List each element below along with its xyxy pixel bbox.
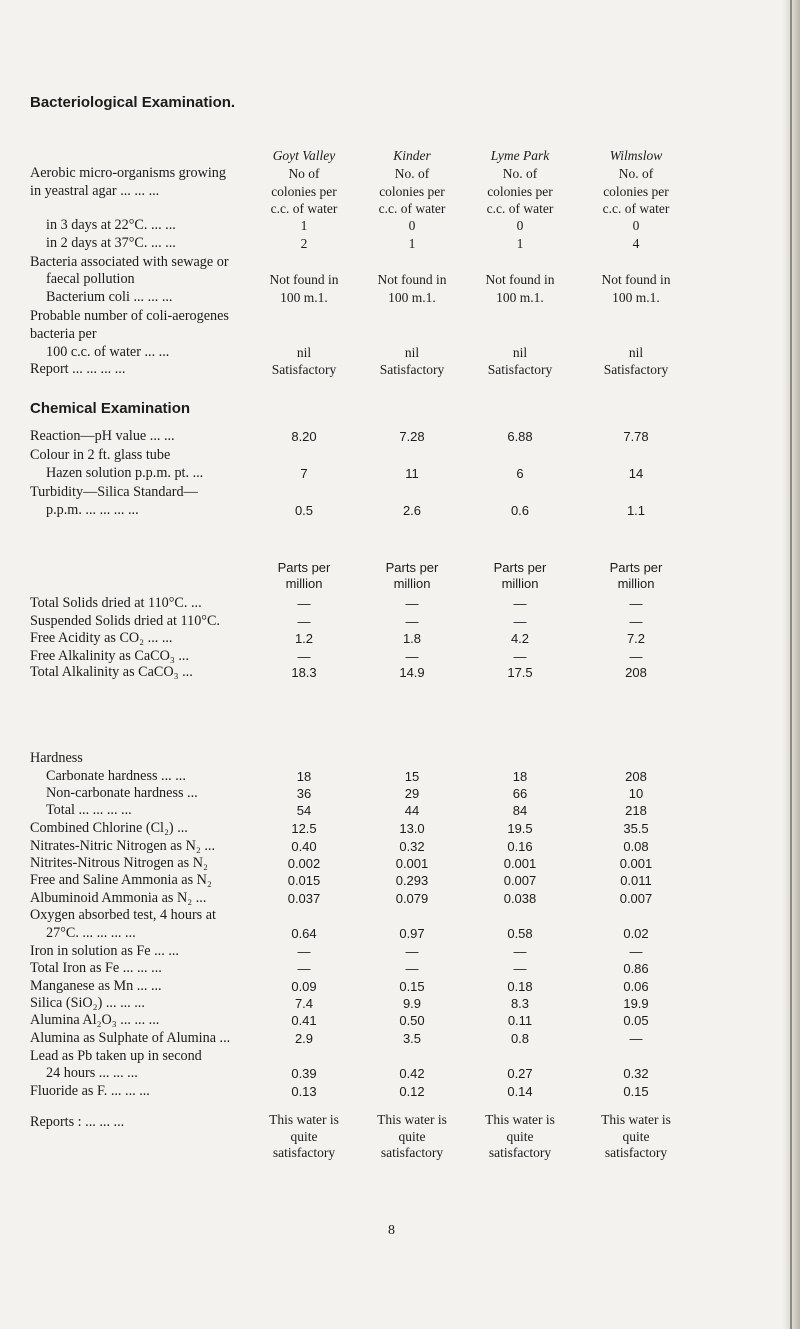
row-value-col-4: 0.001 — [619, 856, 653, 871]
units-line1-col-3: Parts per — [493, 560, 547, 575]
row-label: Lead as Pb taken up in second — [30, 1048, 202, 1064]
row-label: Nitrates-Nitric Nitrogen as N₂ ... — [30, 838, 215, 854]
row-value-col-4: nil — [628, 345, 644, 360]
row-value-col-2: 0.15 — [399, 979, 425, 994]
row-value-col-2: 0.001 — [395, 856, 429, 871]
row-label: Aerobic micro-organisms growing — [30, 165, 226, 181]
row-label: Bacteria associated with sewage or — [30, 254, 229, 270]
row-value-col-1: — — [297, 596, 311, 611]
row-value-col-3: — — [513, 961, 527, 976]
row-value-col-3: 17.5 — [507, 665, 533, 680]
row-value-col-1: 0.13 — [291, 1084, 317, 1099]
row-value-col-4: — — [629, 944, 643, 959]
row-value-col-3: nil — [512, 345, 528, 360]
row-value-col-3: 66 — [512, 786, 528, 801]
row-value-col-4: 0.86 — [623, 961, 649, 976]
row-value-col-3: 0.001 — [503, 856, 537, 871]
row-value-col-4: c.c. of water — [602, 201, 670, 216]
row-label: Manganese as Mn ... ... — [30, 978, 162, 994]
row-value-col-2: 14.9 — [399, 665, 425, 680]
row-value-col-4: 218 — [625, 803, 647, 818]
row-value-col-3: 0.16 — [507, 839, 533, 854]
row-value-col-3: 1 — [516, 236, 524, 251]
row-value-col-3: c.c. of water — [486, 201, 554, 216]
report-line2-col-2: quite — [398, 1129, 426, 1144]
row-value-col-2: 0.079 — [395, 891, 429, 906]
row-value-col-1: No of — [288, 166, 320, 181]
row-value-col-1: 12.5 — [291, 821, 317, 836]
row-value-col-2: 7.28 — [399, 429, 425, 444]
row-value-col-3: 6.88 — [507, 429, 533, 444]
units-line2-col-1: million — [285, 576, 323, 591]
row-value-col-1: colonies per — [271, 184, 337, 199]
row-label: Combined Chlorine (Cl₂) ... — [30, 820, 188, 836]
row-value-col-2: Not found in — [377, 272, 447, 287]
row-label: bacteria per — [30, 326, 97, 342]
row-value-col-2: c.c. of water — [378, 201, 446, 216]
row-value-col-2: Satisfactory — [379, 362, 445, 377]
row-value-col-4: 208 — [625, 769, 647, 784]
row-label: Alumina as Sulphate of Alumina ... — [30, 1030, 231, 1046]
row-value-col-1: 36 — [296, 786, 312, 801]
row-label: Non-carbonate hardness ... — [46, 785, 198, 801]
row-label: 100 c.c. of water ... ... — [46, 344, 170, 360]
row-label: Probable number of coli-aerogenes — [30, 308, 229, 324]
row-value-col-1: — — [297, 649, 311, 664]
row-value-col-4: 0 — [632, 218, 640, 233]
row-value-col-4: colonies per — [603, 184, 669, 199]
row-value-col-2: — — [405, 614, 419, 629]
row-label: Colour in 2 ft. glass tube — [30, 447, 171, 463]
row-value-col-4: Not found in — [601, 272, 671, 287]
row-value-col-1: — — [297, 614, 311, 629]
row-value-col-4: 35.5 — [623, 821, 649, 836]
row-value-col-2: 1.8 — [402, 631, 422, 646]
row-label: Iron in solution as Fe ... ... — [30, 943, 179, 959]
row-label: Suspended Solids dried at 110°C. — [30, 613, 220, 629]
row-value-col-4: 0.32 — [623, 1066, 649, 1081]
row-value-col-4: — — [629, 649, 643, 664]
row-value-col-1: 0.015 — [287, 873, 321, 888]
row-value-col-2: nil — [404, 345, 420, 360]
row-label: Total Alkalinity as CaCO₃ ... — [30, 664, 193, 680]
row-label: Hardness — [30, 750, 83, 766]
row-label: Fluoride as F. ... ... ... — [30, 1083, 150, 1099]
row-value-col-1: 0.002 — [287, 856, 321, 871]
report-line1-col-1: This water is — [269, 1112, 339, 1127]
row-value-col-3: 4.2 — [510, 631, 530, 646]
report-line2-col-3: quite — [506, 1129, 534, 1144]
report-line3-col-1: satisfactory — [272, 1145, 336, 1160]
row-value-col-2: — — [405, 649, 419, 664]
row-value-col-2: No. of — [394, 166, 430, 181]
row-value-col-1: 0.64 — [291, 926, 317, 941]
row-value-col-2: 0.32 — [399, 839, 425, 854]
row-value-col-3: 0.58 — [507, 926, 533, 941]
row-label: Hazen solution p.p.m. pt. ... — [46, 465, 204, 481]
row-value-col-2: — — [405, 944, 419, 959]
row-value-col-3: 18 — [512, 769, 528, 784]
row-value-col-3: colonies per — [487, 184, 553, 199]
row-value-col-1: — — [297, 944, 311, 959]
row-value-col-4: 0.02 — [623, 926, 649, 941]
row-value-col-4: 4 — [632, 236, 640, 251]
row-label: 24 hours ... ... ... — [46, 1065, 138, 1081]
row-label: Reaction—pH value ... ... — [30, 428, 175, 444]
location-header: Lyme Park — [490, 148, 550, 163]
row-value-col-3: 8.3 — [510, 996, 530, 1011]
units-line2-col-3: million — [501, 576, 539, 591]
row-value-col-2: 11 — [405, 466, 419, 481]
row-value-col-3: — — [513, 649, 527, 664]
row-value-col-1: 1 — [300, 218, 308, 233]
row-value-col-2: 0.42 — [399, 1066, 425, 1081]
row-value-col-2: 0.97 — [399, 926, 425, 941]
row-value-col-3: 19.5 — [507, 821, 533, 836]
row-value-col-1: 100 m.1. — [280, 290, 328, 305]
row-value-col-1: 2 — [300, 236, 308, 251]
row-value-col-4: 0.007 — [619, 891, 653, 906]
row-value-col-3: 0 — [516, 218, 524, 233]
bacteriological-title: Bacteriological Examination. — [30, 94, 236, 111]
row-label: faecal pollution — [46, 271, 135, 287]
units-line1-col-1: Parts per — [277, 560, 331, 575]
row-value-col-3: 0.8 — [510, 1031, 530, 1046]
row-label: in yeastral agar ... ... ... — [30, 183, 160, 199]
row-value-col-2: 9.9 — [402, 996, 422, 1011]
report-line1-col-3: This water is — [485, 1112, 555, 1127]
row-label: 27°C. ... ... ... ... — [46, 925, 136, 941]
location-header: Wilmslow — [609, 148, 663, 163]
row-value-col-2: 0.12 — [399, 1084, 425, 1099]
row-label: Silica (SiO₂) ... ... ... — [30, 995, 145, 1011]
report-line1-col-4: This water is — [601, 1112, 671, 1127]
row-value-col-4: — — [629, 596, 643, 611]
row-value-col-4: No. of — [618, 166, 654, 181]
row-value-col-4: 7.78 — [623, 429, 649, 444]
row-value-col-3: 84 — [512, 803, 528, 818]
row-value-col-2: 0 — [408, 218, 416, 233]
row-value-col-1: — — [297, 961, 311, 976]
row-label: in 3 days at 22°C. ... ... — [46, 217, 176, 233]
row-value-col-2: 2.6 — [402, 503, 422, 518]
row-value-col-4: 0.15 — [623, 1084, 649, 1099]
row-value-col-3: No. of — [502, 166, 538, 181]
row-value-col-3: 0.11 — [507, 1013, 533, 1028]
page-number: 8 — [388, 1223, 395, 1238]
row-label: Bacterium coli ... ... ... — [46, 289, 173, 305]
row-label: Free Acidity as CO₂ ... ... — [30, 630, 173, 646]
row-value-col-3: Not found in — [485, 272, 555, 287]
row-value-col-1: 8.20 — [291, 429, 317, 444]
row-value-col-3: 100 m.1. — [496, 290, 544, 305]
row-label: Turbidity—Silica Standard— — [30, 484, 198, 500]
row-value-col-3: 6 — [516, 466, 524, 481]
row-label: Report ... ... ... ... — [30, 361, 126, 377]
report-line2-col-4: quite — [622, 1129, 650, 1144]
row-value-col-4: 14 — [628, 466, 644, 481]
row-value-col-3: 0.038 — [503, 891, 537, 906]
row-value-col-4: 0.05 — [623, 1013, 649, 1028]
chemical-title: Chemical Examination — [30, 400, 191, 417]
row-value-col-4: 0.011 — [620, 873, 652, 888]
page-binding-line — [790, 0, 792, 1329]
row-value-col-4: 0.08 — [623, 839, 649, 854]
row-value-col-1: 0.39 — [291, 1066, 317, 1081]
units-line2-col-2: million — [393, 576, 431, 591]
row-value-col-1: 54 — [296, 803, 312, 818]
row-value-col-3: — — [513, 944, 527, 959]
row-value-col-2: 0.293 — [395, 873, 429, 888]
units-line2-col-4: million — [617, 576, 655, 591]
row-value-col-4: — — [629, 1031, 643, 1046]
row-label: Total Solids dried at 110°C. ... — [30, 595, 202, 611]
row-label: Total ... ... ... ... — [46, 802, 132, 818]
location-header: Goyt Valley — [272, 148, 336, 163]
row-value-col-3: Satisfactory — [487, 362, 553, 377]
row-value-col-3: 0.007 — [503, 873, 537, 888]
row-value-col-1: 0.037 — [287, 891, 321, 906]
row-value-col-1: 7.4 — [294, 996, 314, 1011]
row-value-col-4: 0.06 — [623, 979, 649, 994]
row-value-col-1: 7 — [300, 466, 308, 481]
report-line1-col-2: This water is — [377, 1112, 447, 1127]
row-value-col-2: 15 — [404, 769, 420, 784]
units-line1-col-2: Parts per — [385, 560, 439, 575]
row-label: p.p.m. ... ... ... ... — [46, 502, 139, 518]
units-line1-col-4: Parts per — [609, 560, 663, 575]
row-value-col-2: 0.50 — [399, 1013, 425, 1028]
row-value-col-1: nil — [296, 345, 312, 360]
row-value-col-2: 1 — [408, 236, 416, 251]
row-value-col-1: 0.40 — [291, 839, 317, 854]
row-value-col-2: 29 — [404, 786, 420, 801]
row-value-col-2: colonies per — [379, 184, 445, 199]
report-line3-col-3: satisfactory — [488, 1145, 552, 1160]
row-value-col-4: 19.9 — [623, 996, 649, 1011]
row-value-col-1: c.c. of water — [270, 201, 338, 216]
row-value-col-2: — — [405, 961, 419, 976]
row-value-col-3: 0.18 — [507, 979, 533, 994]
row-value-col-1: 1.2 — [294, 631, 314, 646]
row-value-col-4: 7.2 — [626, 631, 646, 646]
row-label: Total Iron as Fe ... ... ... — [30, 960, 162, 976]
row-value-col-3: 0.27 — [507, 1066, 533, 1081]
row-value-col-3: 0.14 — [507, 1084, 533, 1099]
row-value-col-4: — — [629, 614, 643, 629]
row-value-col-2: — — [405, 596, 419, 611]
row-label: Nitrites-Nitrous Nitrogen as N₂ — [30, 855, 208, 871]
row-value-col-1: 2.9 — [294, 1031, 314, 1046]
row-label: Alumina Al₂O₃ ... ... ... — [30, 1012, 160, 1028]
row-label: Albuminoid Ammonia as N₂ ... — [30, 890, 207, 906]
row-value-col-1: 0.5 — [294, 503, 314, 518]
row-value-col-4: 1.1 — [626, 503, 646, 518]
row-value-col-3: — — [513, 614, 527, 629]
report-line3-col-4: satisfactory — [604, 1145, 668, 1160]
report-line2-col-1: quite — [290, 1129, 318, 1144]
report-line3-col-2: satisfactory — [380, 1145, 444, 1160]
row-value-col-1: Not found in — [269, 272, 339, 287]
row-value-col-4: 208 — [625, 665, 647, 680]
row-value-col-1: 18.3 — [291, 665, 317, 680]
row-value-col-4: Satisfactory — [603, 362, 669, 377]
row-label: Free Alkalinity as CaCO₃ ... — [30, 648, 190, 664]
row-value-col-4: 10 — [628, 786, 644, 801]
row-value-col-2: 100 m.1. — [388, 290, 436, 305]
row-value-col-2: 3.5 — [402, 1031, 422, 1046]
row-value-col-3: — — [513, 596, 527, 611]
reports-label: Reports : ... ... ... — [30, 1114, 125, 1130]
row-value-col-1: Satisfactory — [271, 362, 337, 377]
row-value-col-1: 0.41 — [291, 1013, 317, 1028]
row-value-col-4: 100 m.1. — [612, 290, 660, 305]
location-header: Kinder — [393, 148, 431, 163]
row-value-col-1: 18 — [296, 769, 312, 784]
row-label: Free and Saline Ammonia as N₂ — [30, 872, 212, 888]
row-value-col-2: 13.0 — [399, 821, 425, 836]
row-value-col-2: 44 — [404, 803, 420, 818]
row-label: Oxygen absorbed test, 4 hours at — [30, 907, 216, 923]
row-value-col-3: 0.6 — [510, 503, 530, 518]
row-label: in 2 days at 37°C. ... ... — [46, 235, 176, 251]
row-value-col-1: 0.09 — [291, 979, 317, 994]
row-label: Carbonate hardness ... ... — [46, 768, 186, 784]
